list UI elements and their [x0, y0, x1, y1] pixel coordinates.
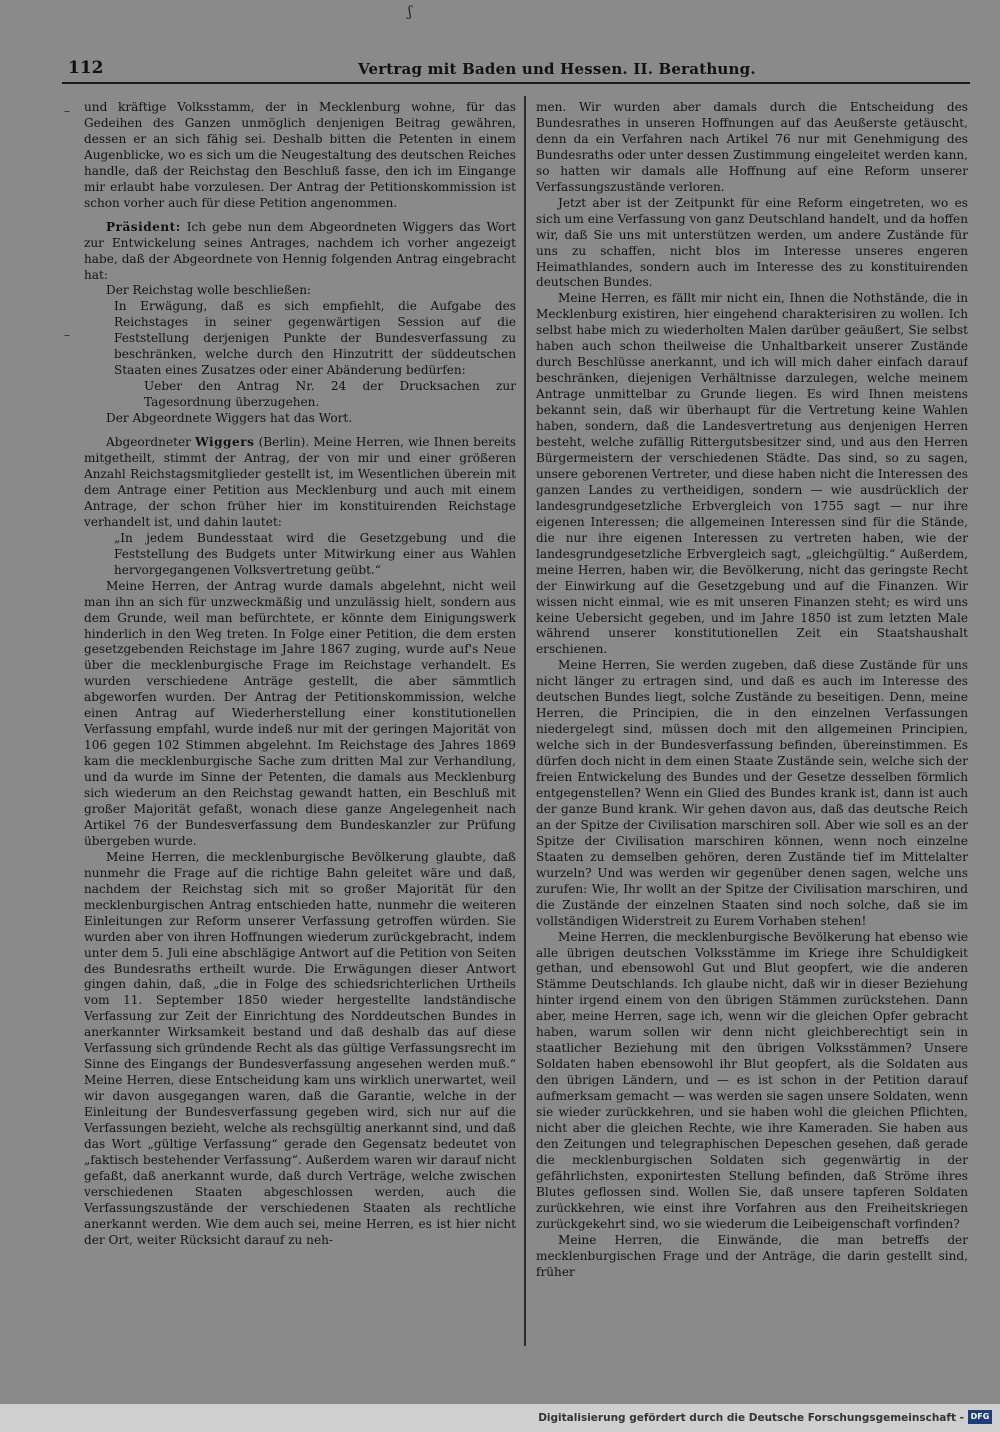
quoted-motion: „In jedem Bundesstaat wird die Gesetzgebung und die Feststellung des Budgets unter Mitwirkung einer aus Wahlen hervorgegangenen Volksvertretung geübt.“ [114, 530, 516, 577]
paragraph: Jetzt aber ist der Zeitpunkt für eine Reform eingetreten, wo es sich um eine Verfassung von ganz Deutschland handelt, und da hoffen wir, daß Sie uns mit unterstützen werden, um andere Zustände für uns zu schaffen, nicht blos im Interesse unseres engeren Heimathlandes, sondern auch im Interesse des zu konstituirenden deutschen Bundes. [536, 195, 968, 290]
paragraph: Meine Herren, die mecklenburgische Bevölkerung hat ebenso wie alle übrigen deutschen Volksstämme im Kriege ihre Schuldigkeit gethan, und ebensowohl Gut und Blut geopfert, wie die anderen Stämme Deutschlands. Ich glaube nicht, daß wir in dieser Beziehung hinter irgend einem von den übrigen Stämmen zurückstehen. Dann aber, meine Herren, sage ich, wenn wir die gleichen Opfer gebracht haben, warum sollen wir denn nicht gleichberechtigt sein in staatlicher Beziehung mit den übrigen Volksstämmen? Unsere Soldaten haben ebensowohl ihr Blut geopfert, als die Soldaten aus den übrigen Ländern, und — es ist schon in der Petition darauf aufmerksam gemacht — was werden sie sagen unsere Soldaten, wenn sie wieder zurückkehren, und sie haben wohl die gleichen Pflichten, nicht aber die gleichen Rechte, wie ihre Kameraden. Sie haben aus den Zeitungen und telegraphischen Depeschen gesehen, daß gerade die mecklenburgischen Soldaten sich gegenwärtig in der gefährlichsten, exponirtesten Stellung befinden, daß Ströme ihres Blutes geflossen sind. Wollen Sie, daß unsere tapferen Soldaten zurückkehren, wie einst ihre Vorfahren aus den Freiheitskriegen zurückgekehrt sind, wo sie wiederum die Leibeigenschaft vorfinden? [536, 929, 968, 1231]
running-head: Vertrag mit Baden und Hessen. II. Berathung. [358, 60, 756, 78]
speaker-title: Abgeordneter [106, 435, 191, 450]
paragraph-text: Ich gebe nun dem Abgeordneten Wiggers das Wort zur Entwickelung seines Antrages, nachdem ich vorher angezeigt habe, daß der Abgeordnete von Hennig folgenden Antrag eingebracht hat: [84, 219, 516, 282]
paragraph: Meine Herren, die mecklenburgische Bevölkerung glaubte, daß nunmehr die Frage auf die richtige Bahn geleitet wäre und daß, nachdem der Reichstag sich mit so großer Majorität für den mecklenburgischen Antrag entschieden hatte, nunmehr die weiteren Einleitungen zur Reform unserer Verfassung getroffen würden. Sie wurden aber von ihren Hoffnungen wiederum zurückgebracht, indem unter dem 5. Juli eine abschlägige Antwort auf die Petition von Seiten des Bundesraths ertheilt wurde. Die Erwägungen dieser Antwort gingen dahin, daß, „die in Folge des schiedsrichterlichen Urtheils vom 11. September 1850 wieder hergestellte landständische Verfassung zur Zeit der Einrichtung des Norddeutschen Bundes in anerkannter Wirksamkeit bestand und daß deshalb das auf diese Verfassung sich gründende Recht als das gültige Verfassungsrecht im Sinne des Eingangs der Bundesverfassung angesehen werden muß.“ Meine Herren, diese Entscheidung kam uns wirklich unerwartet, weil wir davon ausgegangen waren, daß die Garantie, welche in der Einleitung der Bundesverfassung gegeben wird, sich nur auf die Verfassungen bezieht, welche als rechsgültig anerkannt sind, und daß das Wort „gültige Verfassung“ gerade den Gegensatz bedeutet von „faktisch bestehender Verfassung“. Außerdem waren wir darauf nicht gefaßt, daß anerkannt wurde, daß durch Verträge, welche zwischen verschiedenen Staaten abgeschlossen werden, auch die Verfassungszustände der verschiedenen Staaten als rechtliche anerkannt werden. Wie dem auch sei, meine Herren, es ist hier nicht der Ort, weiter Rücksicht darauf zu neh- [84, 849, 516, 1247]
paragraph: Der Reichstag wolle beschließen: [106, 283, 312, 298]
paragraph: und kräftige Volksstamm, der in Mecklenburg wohne, für das Gedeihen des Ganzen unmöglich denjenigen Beitrag gewähren, dessen er an sich fähig sei. Deshalb bitten die Petenten in einem Augenblicke, wo es sich um die Neugestaltung des deutschen Reiches handle, daß der Reichstag den Beschluß fasse, den ich im Eingange mir erlaubt habe vorzulesen. Der Antrag der Petitionskommission ist schon vorher auch für diese Petition angenommen. [84, 100, 516, 210]
paragraph-text: (Berlin). Meine Herren, wie Ihnen bereits mitgetheilt, stimmt der Antrag, der von mir und einer größeren Anzahl Reichstagsmitglieder gestellt ist, im Wesentlichen überein mit dem Antrage einer Petition aus Mecklenburg und auch mit einem Antrage, der schon früher hier im konstituirenden Reichstage verhandelt ist, und dahin lautet: [84, 435, 516, 529]
column-divider [524, 96, 526, 1346]
margin-mark: – [64, 328, 70, 342]
margin-mark: – [64, 104, 70, 118]
scan-mark: ʃ [408, 4, 412, 20]
motion-text: Ueber den Antrag Nr. 24 der Drucksachen zur Tagesordnung überzugehen. [144, 379, 516, 410]
right-column [536, 100, 968, 1340]
page-header [62, 56, 970, 84]
paragraph: Meine Herren, der Antrag wurde damals abgelehnt, nicht weil man ihn an sich für unzweckmäßig und unzulässig hielt, sondern aus dem Grunde, weil man befürchtete, er könnte dem Einigungswerk hinderlich in den Weg treten. In Folge einer Petition, die dem ersten gesetzgebenden Reichstage im Jahre 1867 zuging, wurde auf's Neue über die mecklenburgische Frage im Reichstage verhandelt. Es wurden verschiedene Anträge gestellt, die aber sämmtlich abgeworfen wurden. Der Antrag der Petitionskommission, welche einen Antrag auf Wiederherstellung einer konstitutionellen Verfassung empfahl, wurde indeß nur mit der geringen Majorität von 106 gegen 102 Stimmen abgelehnt. Im Reichstage des Jahres 1869 kam die mecklenburgische Sache zum dritten Mal zur Verhandlung, und da wurde im Sinne der Petenten, die damals aus Mecklenburg sich wiederum an den Reichstag gewandt hatten, ein Beschluß mit großer Majorität gefaßt, wonach diese ganze Angelegenheit nach Artikel 76 der Bundesverfassung dem Bundeskanzler zur Prüfung übergeben wurde. [84, 578, 516, 848]
motion-text: In Erwägung, daß es sich empfiehlt, die Aufgabe des Reichstages in seiner gegenwärtigen Session auf die Feststellung derjenigen Punkte der Bundesverfassung zu beschränken, welche durch den Hinzutritt der süddeutschen Staaten eines Zusatzes oder einer Abänderung bedürfen: [114, 299, 516, 378]
paragraph [84, 435, 516, 531]
page-number: 112 [68, 58, 104, 78]
paragraph: Meine Herren, es fällt mir nicht ein, Ihnen die Nothstände, die in Mecklenburg existiren, hier eingehend charakterisiren zu wollen. Ich selbst habe mich zu wiederholten Malen darüber geäußert, Sie selbst haben auch schon theilweise die Unhaltbarkeit unserer Zustände durch Beschlüsse anerkannt, und ich will mich daher einfach darauf beschränken, diejenigen Verhältnisse darzulegen, welche meinem Antrage unmittelbar zu Grunde liegen. Es wird Ihnen meistens bekannt sein, daß wir überhaupt für die Vertretung keine Wahlen haben, sondern, daß die Landesvertretung aus denjenigen Herren besteht, welche zufällig Rittergutsbesitzer sind, und aus den Herren Bürgermeistern der verschiedenen Städte. Das sind, so zu sagen, unsere geborenen Vertreter, und diese haben nicht die Interessen des ganzen Landes zu vertheidigen, sondern — wie ausdrücklich der landesgrundgesetzliche Erbvergleich von 1755 sagt — nur ihre eigenen Interessen; die allgemeinen Interessen sind für die Stände, die nur ihre eigenen Interessen zu vertreten haben, wie der landesgrundgesetzliche Erbvergleich sagt, „gleichgültig.“ Außerdem, meine Herren, haben wir, die Bevölkerung, nicht das geringste Recht der Einwirkung auf die Gesetzgebung und auf die Finanzen. Wir wissen nicht einmal, wie es mit unseren Finanzen steht; es wird uns keine Uebersicht gegeben, und im Jahre 1850 ist zum letzten Male während unserer konstitutionellen Zeit ein Staatshaushalt erschienen. [536, 291, 968, 657]
dfg-logo: DFG [968, 1410, 992, 1424]
left-column [84, 100, 516, 1340]
paragraph: Meine Herren, Sie werden zugeben, daß diese Zustände für uns nicht länger zu ertragen sind, und daß es auch im Interesse des deutschen Bundes liegt, solche Zustände zu beseitigen. Denn, meine Herren, die Principien, die in den einzelnen Verfassungen niedergelegt sind, müssen doch mit den allgemeinen Principien, welche sich in der Bundesverfassung befinden, übereinstimmen. Es dürfen doch nicht in dem einen Staate Zustände sein, welche sich der freien Entwickelung des Bundes und der Gesetze desselben förmlich entgegenstellen? Wenn ein Glied des Bundes krank ist, dann ist auch der ganze Bund krank. Wir gehen davon aus, daß das deutsche Reich an der Spitze der Civilisation marschiren soll. Aber wie soll es an der Spitze der Civilisation marschiren können, wenn noch einzelne Staaten zu demselben gehören, deren Zustände tief im Mittelalter wurzeln? Und was werden wir gegenüber denen sagen, welche uns zurufen: Wie, Ihr wollt an der Spitze der Civilisation marschiren, und die Zustände der einzelnen Staaten sind noch solche, daß sie im vollständigen Widerstreit zu Eurem Vorhaben stehen! [536, 658, 968, 928]
paragraph: men. Wir wurden aber damals durch die Entscheidung des Bundesrathes in unseren Hoffnungen auf das Aeußerste getäuscht, denn da ein Verfahren nach Artikel 76 nur mit Genehmigung des Bundesraths oder unter dessen Zustimmung eingeleitet werden kann, so hatten wir damals alle Hoffnung auf eine Reform unserer Verfassungszustände verloren. [536, 100, 968, 194]
speaker-name: Präsident: [106, 219, 181, 234]
paragraph: Meine Herren, die Einwände, die man betreffs der mecklenburgischen Frage und der Anträge, die darin gestellt sind, früher [536, 1232, 968, 1279]
funding-credit: Digitalisierung gefördert durch die Deutsche Forschungsgemeinschaft - [538, 1412, 964, 1424]
paragraph: Der Abgeordnete Wiggers hat das Wort. [106, 411, 353, 426]
speaker-name: Wiggers [195, 435, 255, 450]
paragraph [84, 220, 516, 284]
